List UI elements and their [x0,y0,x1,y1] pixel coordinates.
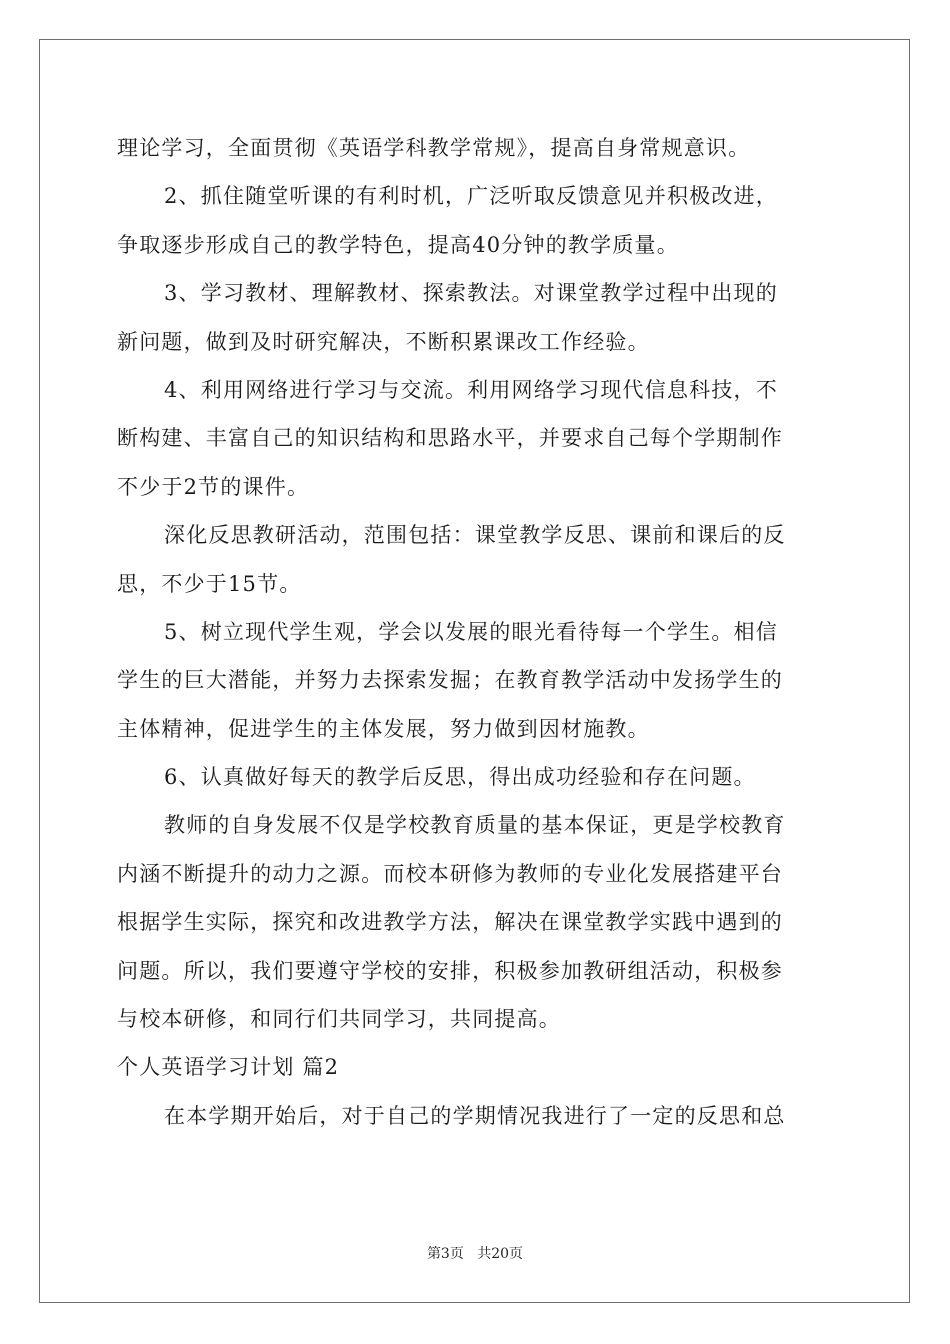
text-line: 教师的自身发展不仅是学校教育质量的基本保证，更是学校教育 [164,813,786,838]
text-line: 4、利用网络进行学习与交流。利用网络学习现代信息科技，不 [164,377,778,402]
text-line: 在本学期开始后，对于自己的学期情况我进行了一定的反思和总 [164,1103,786,1128]
text-line: 2、抓住随堂听课的有利时机，广泛听取反馈意见并积极改进， [164,184,778,209]
text-line: 断构建、丰富自己的知识结构和思路水平，并要求自己每个学期制作 [117,426,783,451]
text-line: 新问题，做到及时研究解决，不断积累课改工作经验。 [117,329,650,354]
text-line: 学生的巨大潜能，并努力去探索发掘；在教育教学活动中发扬学生的 [117,668,783,693]
text-line: 思，不少于15节。 [117,571,302,596]
text-line: 6、认真做好每天的教学后反思，得出成功经验和存在问题。 [164,765,756,790]
document-body [117,124,833,1140]
text-line: 内涵不断提升的动力之源。而校本研修为教师的专业化发展搭建平台 [117,861,783,886]
section-heading: 个人英语学习计划 篇2 [117,1055,340,1080]
text-line: 3、学习教材、理解教材、探索教法。对课堂教学过程中出现的 [164,281,778,306]
text-line: 争取逐步形成自己的教学特色，提高40分钟的教学质量。 [117,232,679,257]
text-line: 问题。所以，我们要遵守学校的安排，积极参加教研组活动，积极参 [117,958,783,983]
text-line: 深化反思教研活动，范围包括：课堂教学反思、课前和课后的反 [164,523,786,548]
text-line: 根据学生实际，探究和改进教学方法，解决在课堂教学实践中遇到的 [117,910,783,935]
text-line: 不少于2节的课件。 [117,474,310,499]
text-line: 5、树立现代学生观，学会以发展的眼光看待每一个学生。相信 [164,619,778,644]
text-line: 主体精神，促进学生的主体发展，努力做到因材施教。 [117,716,650,741]
text-line: 理论学习，全面贯彻《英语学科教学常规》，提高自身常规意识。 [117,136,751,160]
page-footer [0,1243,950,1263]
page-total: 共20页 [477,1246,524,1262]
page-number: 第3页 [426,1246,464,1262]
text-line: 与校本研修，和同行们共同学习，共同提高。 [117,1007,561,1032]
